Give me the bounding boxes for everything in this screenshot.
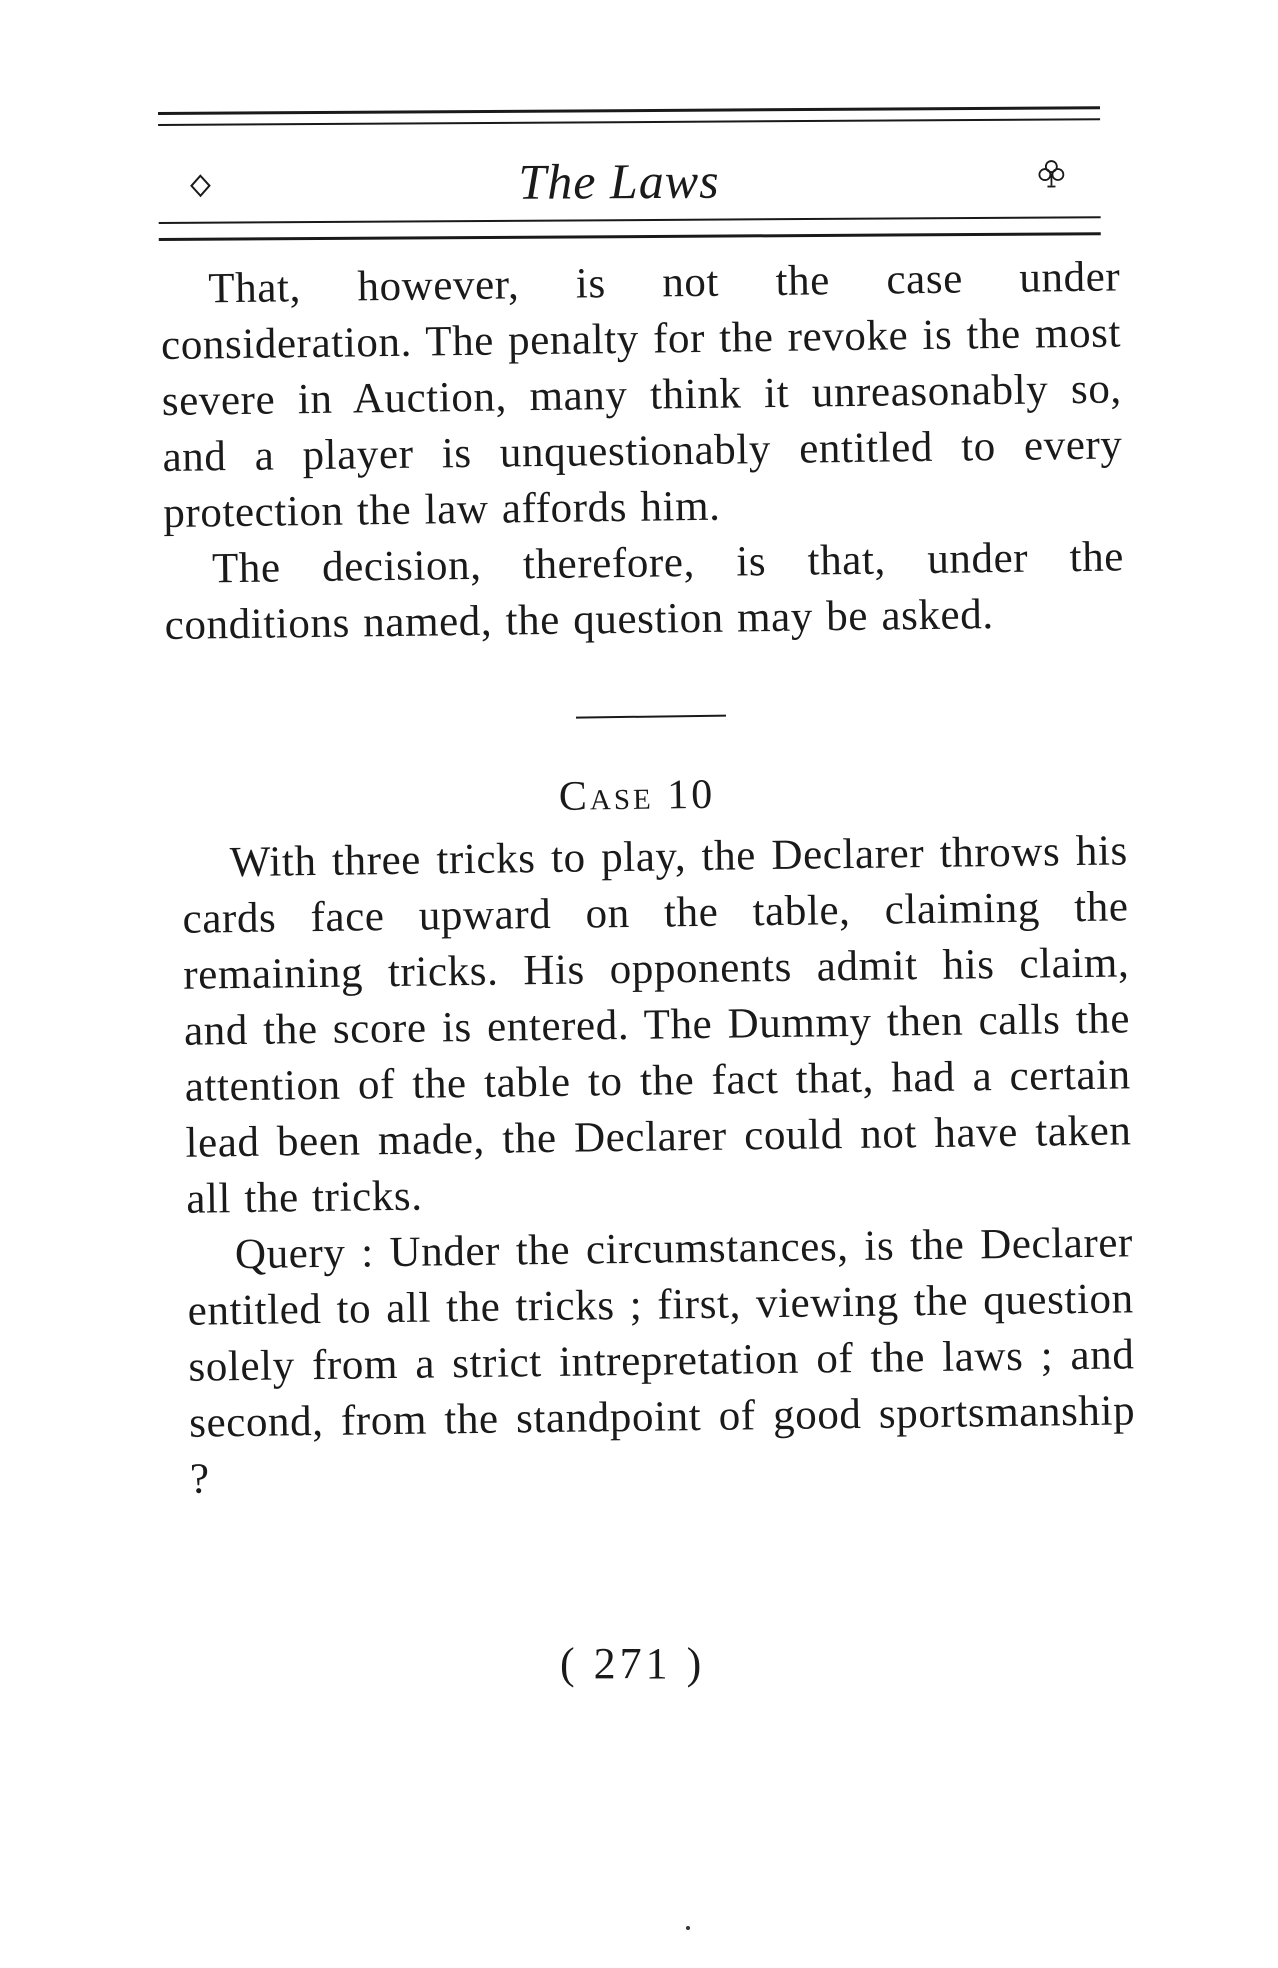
case-text xyxy=(168,823,1137,1508)
diamond-suit-icon xyxy=(188,174,212,198)
section-divider-rule xyxy=(576,715,726,719)
print-speck xyxy=(686,1926,690,1930)
section-divider xyxy=(165,641,1126,774)
header-bottom-rule xyxy=(159,232,1101,241)
header-top-inner-rule xyxy=(158,118,1100,126)
paragraph-decision: The decision, therefore, is that, under the conditions named, the question may be asked. xyxy=(164,533,1125,649)
header-bottom-inner-rule xyxy=(159,216,1101,224)
page-header xyxy=(158,106,1101,262)
club-suit-icon xyxy=(1038,158,1064,188)
case-paragraph-scenario: With three tricks to play, the Declarer throws his cards face upward on the table, claiming the remaining tricks. His opponents admit his claim, and the score is entered. The Dummy then calls the attention of the table to the fact that, had a certain lead been made, the Declarer could not have taken all the tricks. xyxy=(182,827,1132,1223)
running-head: The Laws xyxy=(518,152,720,210)
page-body xyxy=(160,249,1136,1507)
header-top-rule xyxy=(158,106,1100,115)
case-heading-text: Case 10 xyxy=(558,771,716,820)
paragraph-continuation: That, however, is not the case under consideration. The penalty for the revoke is the most severe in Auction, many think it unreasonably so, and a player is unquestionably entitled to every protection the law affords him. xyxy=(160,253,1123,537)
case-paragraph-query: Query : Under the circumstances, is the Declarer entitled to all the tricks ; first, viewing the question solely from a strict intrepretation of the laws ; and second, from the standpoint of good sportsmanship ? xyxy=(187,1219,1136,1503)
page-number: ( 271 ) xyxy=(560,1639,706,1688)
